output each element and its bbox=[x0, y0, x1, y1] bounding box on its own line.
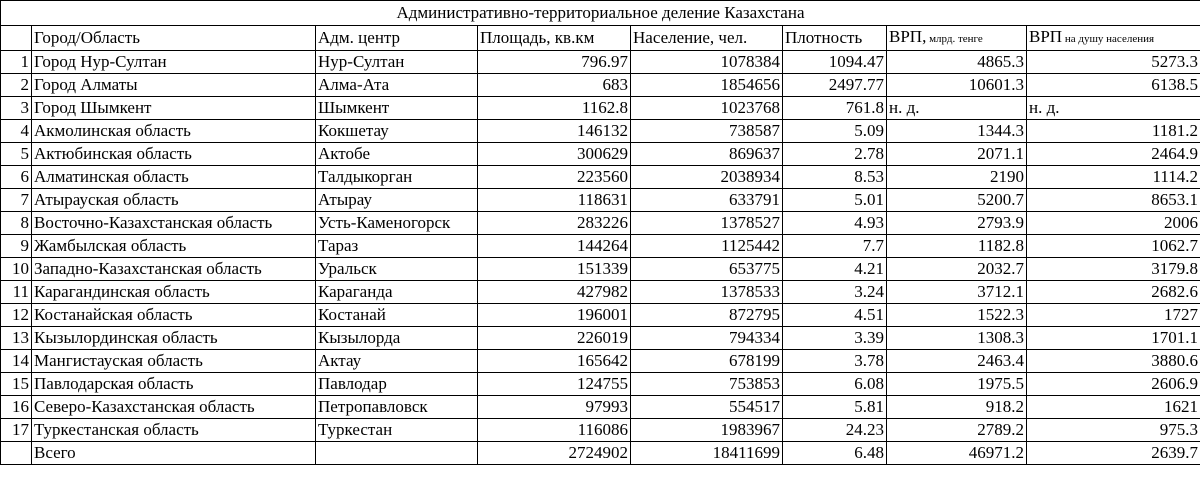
grp-cell[interactable]: 5200.7 bbox=[887, 189, 1027, 212]
table-row bbox=[1, 120, 1200, 143]
population-cell[interactable]: 1125442 bbox=[631, 235, 783, 258]
header-cell-number[interactable] bbox=[1, 26, 32, 51]
area-cell[interactable]: 144264 bbox=[478, 235, 631, 258]
total-density-cell[interactable]: 6.48 bbox=[783, 442, 887, 465]
table-row bbox=[1, 74, 1200, 97]
grp-per-capita-cell[interactable]: 2464.9 bbox=[1027, 143, 1200, 166]
region-name-cell[interactable]: Атырауская область bbox=[32, 189, 316, 212]
region-name-cell[interactable]: Город Нур-Султан bbox=[32, 51, 316, 74]
density-cell[interactable]: 5.81 bbox=[783, 396, 887, 419]
header-grp-unit: млрд. тенге bbox=[926, 33, 983, 45]
area-cell[interactable]: 1162.8 bbox=[478, 97, 631, 120]
row-number-cell[interactable]: 2 bbox=[1, 74, 32, 97]
population-cell[interactable]: 869637 bbox=[631, 143, 783, 166]
region-name-cell[interactable]: Восточно-Казахстанская область bbox=[32, 212, 316, 235]
grp-per-capita-cell[interactable]: 2606.9 bbox=[1027, 373, 1200, 396]
table-row bbox=[1, 419, 1200, 442]
population-cell[interactable]: 1983967 bbox=[631, 419, 783, 442]
region-name-cell[interactable]: Туркестанская область bbox=[32, 419, 316, 442]
grp-per-capita-cell[interactable]: 1621 bbox=[1027, 396, 1200, 419]
admin-center-cell[interactable]: Атырау bbox=[316, 189, 478, 212]
table-row bbox=[1, 166, 1200, 189]
population-cell[interactable]: 633791 bbox=[631, 189, 783, 212]
population-cell[interactable]: 554517 bbox=[631, 396, 783, 419]
row-number-cell[interactable]: 4 bbox=[1, 120, 32, 143]
population-cell[interactable]: 1854656 bbox=[631, 74, 783, 97]
population-cell[interactable]: 738587 bbox=[631, 120, 783, 143]
grp-cell[interactable]: н. д. bbox=[887, 97, 1027, 120]
total-area-cell[interactable]: 2724902 bbox=[478, 442, 631, 465]
header-cell-grp[interactable] bbox=[887, 26, 1027, 51]
region-name-cell[interactable]: Актюбинская область bbox=[32, 143, 316, 166]
region-name-cell[interactable]: Костанайская область bbox=[32, 304, 316, 327]
area-cell[interactable]: 300629 bbox=[478, 143, 631, 166]
row-number-cell[interactable]: 10 bbox=[1, 258, 32, 281]
density-cell[interactable]: 4.93 bbox=[783, 212, 887, 235]
grp-per-capita-cell[interactable]: 1181.2 bbox=[1027, 120, 1200, 143]
population-cell[interactable]: 872795 bbox=[631, 304, 783, 327]
total-grp-per-capita-cell[interactable]: 2639.7 bbox=[1027, 442, 1200, 465]
grp-cell[interactable]: 2071.1 bbox=[887, 143, 1027, 166]
admin-center-cell[interactable]: Уральск bbox=[316, 258, 478, 281]
grp-per-capita-cell[interactable]: 6138.5 bbox=[1027, 74, 1200, 97]
area-cell[interactable]: 283226 bbox=[478, 212, 631, 235]
total-grp-cell[interactable]: 46971.2 bbox=[887, 442, 1027, 465]
grp-cell[interactable]: 1344.3 bbox=[887, 120, 1027, 143]
region-name-cell[interactable]: Кызылординская область bbox=[32, 327, 316, 350]
admin-center-cell[interactable]: Алма-Ата bbox=[316, 74, 478, 97]
admin-center-cell[interactable]: Шымкент bbox=[316, 97, 478, 120]
density-cell[interactable]: 6.08 bbox=[783, 373, 887, 396]
region-name-cell[interactable]: Северо-Казахстанская область bbox=[32, 396, 316, 419]
area-cell[interactable]: 796.97 bbox=[478, 51, 631, 74]
table-row bbox=[1, 258, 1200, 281]
region-name-cell[interactable]: Павлодарская область bbox=[32, 373, 316, 396]
density-cell[interactable]: 5.09 bbox=[783, 120, 887, 143]
admin-center-cell[interactable]: Кызылорда bbox=[316, 327, 478, 350]
admin-center-cell[interactable]: Актау bbox=[316, 350, 478, 373]
area-cell[interactable]: 165642 bbox=[478, 350, 631, 373]
area-cell[interactable]: 151339 bbox=[478, 258, 631, 281]
area-cell[interactable]: 97993 bbox=[478, 396, 631, 419]
table-title-row bbox=[1, 1, 1200, 26]
row-number-cell[interactable]: 17 bbox=[1, 419, 32, 442]
region-name-cell[interactable]: Алматинская область bbox=[32, 166, 316, 189]
row-number-cell[interactable]: 6 bbox=[1, 166, 32, 189]
admin-center-cell[interactable]: Петропавловск bbox=[316, 396, 478, 419]
row-number-cell[interactable]: 7 bbox=[1, 189, 32, 212]
region-name-cell[interactable]: Город Шымкент bbox=[32, 97, 316, 120]
row-number-cell[interactable]: 1 bbox=[1, 51, 32, 74]
header-grppc-main: ВРП bbox=[1029, 27, 1063, 46]
row-number-cell[interactable]: 8 bbox=[1, 212, 32, 235]
grp-per-capita-cell[interactable]: 975.3 bbox=[1027, 419, 1200, 442]
grp-cell[interactable]: 10601.3 bbox=[887, 74, 1027, 97]
table-row bbox=[1, 327, 1200, 350]
region-name-cell[interactable]: Город Алматы bbox=[32, 74, 316, 97]
table-header-row bbox=[1, 26, 1200, 51]
density-cell[interactable]: 3.24 bbox=[783, 281, 887, 304]
density-cell[interactable]: 761.8 bbox=[783, 97, 887, 120]
region-name-cell[interactable]: Акмолинская область bbox=[32, 120, 316, 143]
area-cell[interactable]: 124755 bbox=[478, 373, 631, 396]
admin-center-cell[interactable]: Усть-Каменогорск bbox=[316, 212, 478, 235]
grp-per-capita-cell[interactable]: 1701.1 bbox=[1027, 327, 1200, 350]
admin-center-cell[interactable]: Кокшетау bbox=[316, 120, 478, 143]
density-cell[interactable]: 5.01 bbox=[783, 189, 887, 212]
density-cell[interactable]: 3.39 bbox=[783, 327, 887, 350]
table-row bbox=[1, 97, 1200, 120]
grp-cell[interactable]: 1975.5 bbox=[887, 373, 1027, 396]
population-cell[interactable]: 1023768 bbox=[631, 97, 783, 120]
header-grppc-unit: на душу населения bbox=[1062, 33, 1155, 45]
grp-per-capita-cell[interactable]: 3179.8 bbox=[1027, 258, 1200, 281]
region-name-cell[interactable]: Мангистауская область bbox=[32, 350, 316, 373]
row-number-cell[interactable]: 5 bbox=[1, 143, 32, 166]
row-number-cell[interactable]: 16 bbox=[1, 396, 32, 419]
population-cell[interactable]: 653775 bbox=[631, 258, 783, 281]
grp-cell[interactable]: 2793.9 bbox=[887, 212, 1027, 235]
header-cell-center[interactable]: Адм. центр bbox=[316, 26, 478, 51]
table-row bbox=[1, 281, 1200, 304]
density-cell[interactable]: 24.23 bbox=[783, 419, 887, 442]
population-cell[interactable]: 678199 bbox=[631, 350, 783, 373]
admin-center-cell[interactable]: Караганда bbox=[316, 281, 478, 304]
admin-center-cell[interactable]: Костанай bbox=[316, 304, 478, 327]
table-title[interactable]: Административно-территориальное деление Казахстана bbox=[1, 1, 1200, 26]
grp-cell[interactable]: 2032.7 bbox=[887, 258, 1027, 281]
grp-cell[interactable]: 1182.8 bbox=[887, 235, 1027, 258]
grp-per-capita-cell[interactable]: 1727 bbox=[1027, 304, 1200, 327]
header-cell-density[interactable]: Плотность bbox=[783, 26, 887, 51]
total-population-cell[interactable]: 18411699 bbox=[631, 442, 783, 465]
total-center-cell[interactable] bbox=[316, 442, 478, 465]
density-cell[interactable]: 2497.77 bbox=[783, 74, 887, 97]
area-cell[interactable]: 223560 bbox=[478, 166, 631, 189]
grp-cell[interactable]: 4865.3 bbox=[887, 51, 1027, 74]
table-total-row bbox=[1, 442, 1200, 465]
area-cell[interactable]: 683 bbox=[478, 74, 631, 97]
total-label-cell[interactable]: Всего bbox=[32, 442, 316, 465]
grp-cell[interactable]: 3712.1 bbox=[887, 281, 1027, 304]
density-cell[interactable]: 4.51 bbox=[783, 304, 887, 327]
grp-cell[interactable]: 2463.4 bbox=[887, 350, 1027, 373]
grp-cell[interactable]: 2789.2 bbox=[887, 419, 1027, 442]
population-cell[interactable]: 1378533 bbox=[631, 281, 783, 304]
population-cell[interactable]: 753853 bbox=[631, 373, 783, 396]
area-cell[interactable]: 196001 bbox=[478, 304, 631, 327]
grp-per-capita-cell[interactable]: 5273.3 bbox=[1027, 51, 1200, 74]
area-cell[interactable]: 146132 bbox=[478, 120, 631, 143]
row-number-cell[interactable]: 14 bbox=[1, 350, 32, 373]
grp-per-capita-cell[interactable]: 8653.1 bbox=[1027, 189, 1200, 212]
admin-center-cell[interactable]: Нур-Султан bbox=[316, 51, 478, 74]
grp-cell[interactable]: 1522.3 bbox=[887, 304, 1027, 327]
table-row bbox=[1, 235, 1200, 258]
region-name-cell[interactable]: Западно-Казахстанская область bbox=[32, 258, 316, 281]
row-number-cell[interactable]: 11 bbox=[1, 281, 32, 304]
admin-center-cell[interactable]: Тараз bbox=[316, 235, 478, 258]
table-row bbox=[1, 143, 1200, 166]
grp-per-capita-cell[interactable]: 1114.2 bbox=[1027, 166, 1200, 189]
total-number-cell[interactable] bbox=[1, 442, 32, 465]
area-cell[interactable]: 226019 bbox=[478, 327, 631, 350]
density-cell[interactable]: 4.21 bbox=[783, 258, 887, 281]
admin-center-cell[interactable]: Актобе bbox=[316, 143, 478, 166]
region-name-cell[interactable]: Карагандинская область bbox=[32, 281, 316, 304]
header-cell-area[interactable]: Площадь, кв.км bbox=[478, 26, 631, 51]
population-cell[interactable]: 1078384 bbox=[631, 51, 783, 74]
header-cell-population[interactable]: Население, чел. bbox=[631, 26, 783, 51]
grp-per-capita-cell[interactable]: 2006 bbox=[1027, 212, 1200, 235]
density-cell[interactable]: 7.7 bbox=[783, 235, 887, 258]
grp-cell[interactable]: 2190 bbox=[887, 166, 1027, 189]
table-row bbox=[1, 396, 1200, 419]
area-cell[interactable]: 118631 bbox=[478, 189, 631, 212]
row-number-cell[interactable]: 3 bbox=[1, 97, 32, 120]
density-cell[interactable]: 8.53 bbox=[783, 166, 887, 189]
row-number-cell[interactable]: 15 bbox=[1, 373, 32, 396]
header-grp-main: ВРП, bbox=[889, 27, 927, 46]
grp-per-capita-cell[interactable]: 3880.6 bbox=[1027, 350, 1200, 373]
row-number-cell[interactable]: 13 bbox=[1, 327, 32, 350]
admin-center-cell[interactable]: Талдыкорган bbox=[316, 166, 478, 189]
grp-per-capita-cell[interactable]: н. д. bbox=[1027, 97, 1200, 120]
population-cell[interactable]: 1378527 bbox=[631, 212, 783, 235]
area-cell[interactable]: 116086 bbox=[478, 419, 631, 442]
grp-per-capita-cell[interactable]: 2682.6 bbox=[1027, 281, 1200, 304]
admin-center-cell[interactable]: Туркестан bbox=[316, 419, 478, 442]
density-cell[interactable]: 3.78 bbox=[783, 350, 887, 373]
table-row bbox=[1, 373, 1200, 396]
header-cell-name[interactable]: Город/Область bbox=[32, 26, 316, 51]
table-row bbox=[1, 51, 1200, 74]
table-row bbox=[1, 212, 1200, 235]
density-cell[interactable]: 1094.47 bbox=[783, 51, 887, 74]
grp-per-capita-cell[interactable]: 1062.7 bbox=[1027, 235, 1200, 258]
header-cell-grp-per-capita[interactable] bbox=[1027, 26, 1200, 51]
area-cell[interactable]: 427982 bbox=[478, 281, 631, 304]
grp-cell[interactable]: 918.2 bbox=[887, 396, 1027, 419]
row-number-cell[interactable]: 12 bbox=[1, 304, 32, 327]
row-number-cell[interactable]: 9 bbox=[1, 235, 32, 258]
table-row bbox=[1, 350, 1200, 373]
region-name-cell[interactable]: Жамбылская область bbox=[32, 235, 316, 258]
population-cell[interactable]: 2038934 bbox=[631, 166, 783, 189]
table-row bbox=[1, 189, 1200, 212]
population-cell[interactable]: 794334 bbox=[631, 327, 783, 350]
density-cell[interactable]: 2.78 bbox=[783, 143, 887, 166]
admin-center-cell[interactable]: Павлодар bbox=[316, 373, 478, 396]
table-row bbox=[1, 304, 1200, 327]
grp-cell[interactable]: 1308.3 bbox=[887, 327, 1027, 350]
